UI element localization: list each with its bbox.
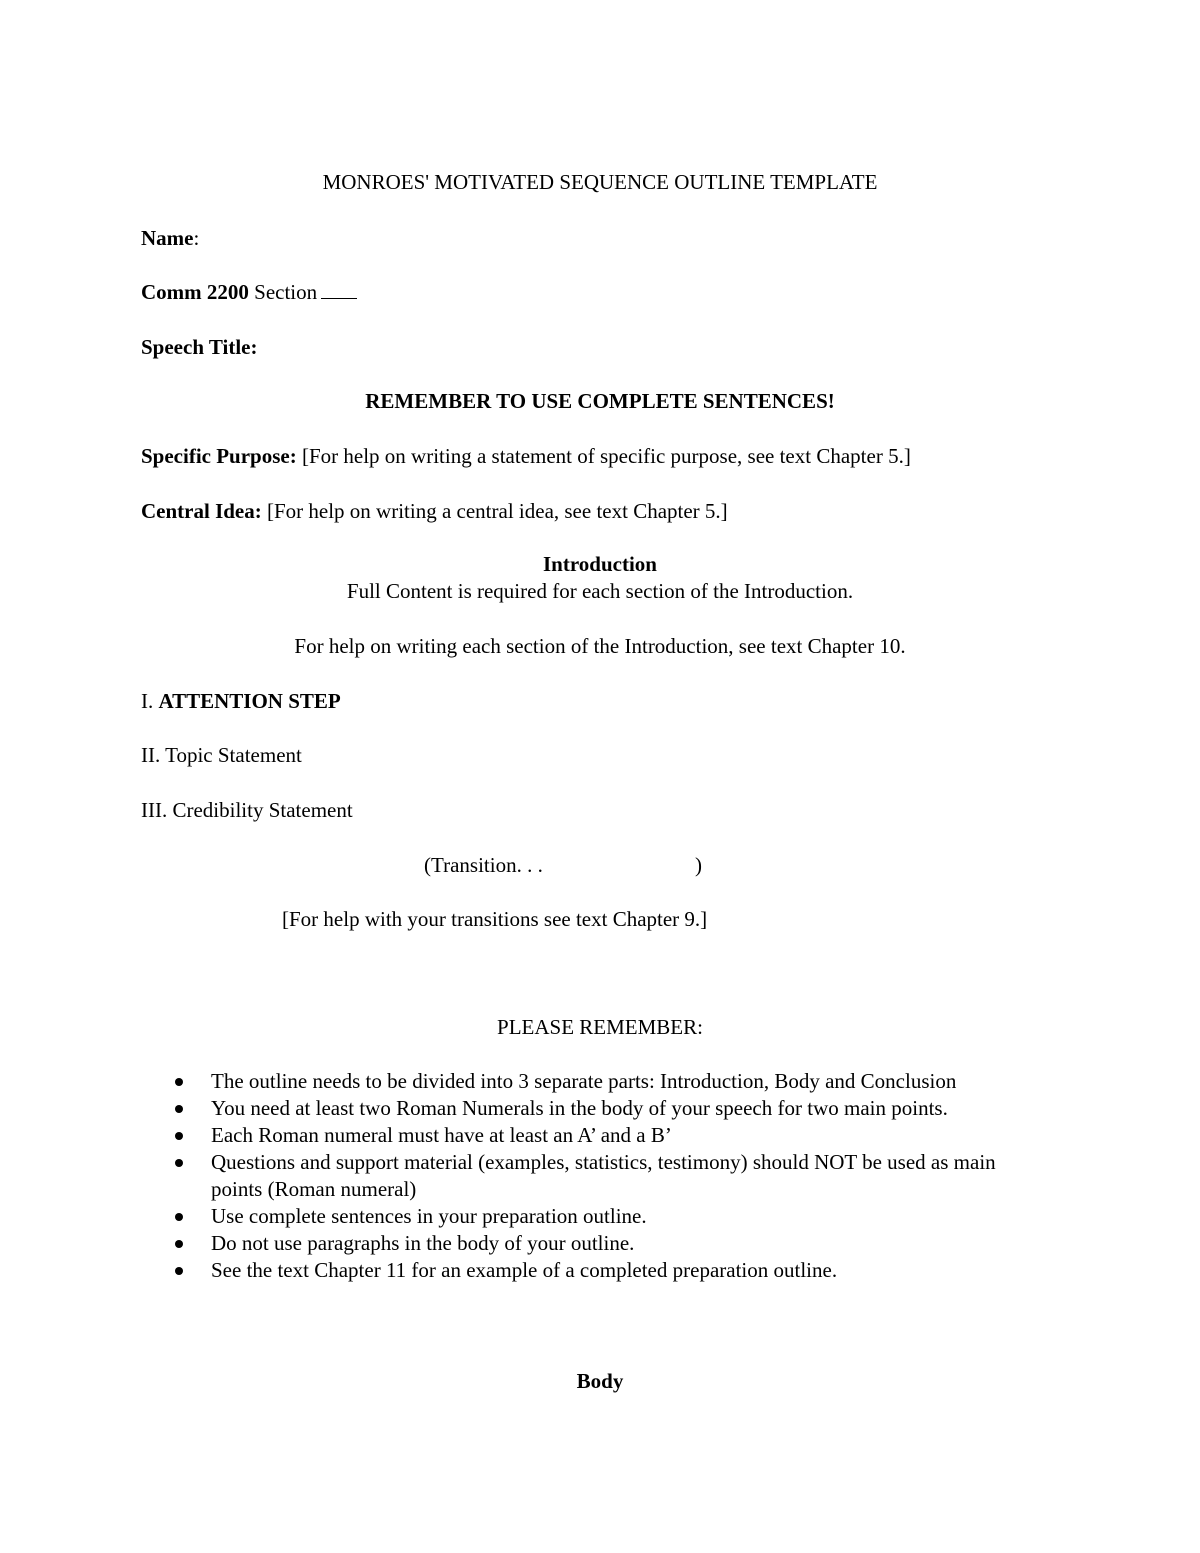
central-idea: [141, 498, 728, 525]
topic-statement: II. Topic Statement: [141, 743, 302, 767]
complete-sentences-reminder: REMEMBER TO USE COMPLETE SENTENCES!: [365, 389, 835, 413]
section-label: Section: [248, 280, 318, 304]
transition-open: (Transition. . .: [424, 853, 543, 877]
bullet-icon: [175, 1159, 183, 1167]
attention-step: [141, 688, 341, 715]
specific-purpose-text: [For help on writing a statement of specific purpose, see text Chapter 5.]: [296, 444, 911, 468]
transition-help: [For help with your transitions see text Chapter 9.]: [282, 907, 708, 931]
attention-step-label: ATTENTION STEP: [158, 689, 341, 713]
attention-step-numeral: I.: [141, 689, 159, 713]
specific-purpose: [141, 443, 911, 470]
list-item: You need at least two Roman Numerals in the body of your speech for two main points.: [170, 1095, 1070, 1122]
list-item: Do not use paragraphs in the body of your outline.: [170, 1230, 1070, 1257]
name-label: Name: [141, 226, 194, 250]
introduction-note: Full Content is required for each section of the Introduction.: [346, 579, 854, 603]
name-colon: :: [193, 226, 200, 250]
speech-title-field: [141, 334, 257, 361]
bullet-icon: [175, 1132, 183, 1140]
document-title: MONROES' MOTIVATED SEQUENCE OUTLINE TEMPLATE: [322, 170, 878, 194]
introduction-help: For help on writing each section of the Introduction, see text Chapter 10.: [294, 634, 906, 658]
please-remember-list: [170, 1068, 1070, 1284]
list-item: Use complete sentences in your preparation outline.: [170, 1203, 1070, 1230]
bullet-icon: [175, 1267, 183, 1275]
body-heading: Body: [576, 1369, 624, 1393]
course-label: Comm 2200: [141, 280, 249, 304]
speech-title-label: Speech Title:: [141, 335, 258, 359]
central-idea-label: Central Idea:: [141, 499, 262, 523]
list-item: Questions and support material (examples, statistics, testimony) should NOT be used as main points (Roman numeral): [170, 1149, 1051, 1203]
credibility-statement: III. Credibility Statement: [141, 798, 353, 822]
transition-close: ): [695, 853, 702, 877]
specific-purpose-label: Specific Purpose:: [141, 444, 297, 468]
central-idea-text: [For help on writing a central idea, see text Chapter 5.]: [261, 499, 728, 523]
bullet-icon: [175, 1105, 183, 1113]
list-item: Each Roman numeral must have at least an A’ and a B’: [170, 1122, 1070, 1149]
introduction-heading: Introduction: [543, 552, 657, 576]
bullet-icon: [175, 1240, 183, 1248]
list-item: The outline needs to be divided into 3 separate parts: Introduction, Body and Conclusion: [170, 1068, 1070, 1095]
bullet-icon: [175, 1213, 183, 1221]
section-field: [141, 279, 357, 306]
please-remember-heading: PLEASE REMEMBER:: [497, 1015, 703, 1039]
section-blank-line: [321, 280, 357, 299]
bullet-icon: [175, 1078, 183, 1086]
name-field: [141, 225, 199, 252]
list-item: See the text Chapter 11 for an example of a completed preparation outline.: [170, 1257, 1070, 1284]
